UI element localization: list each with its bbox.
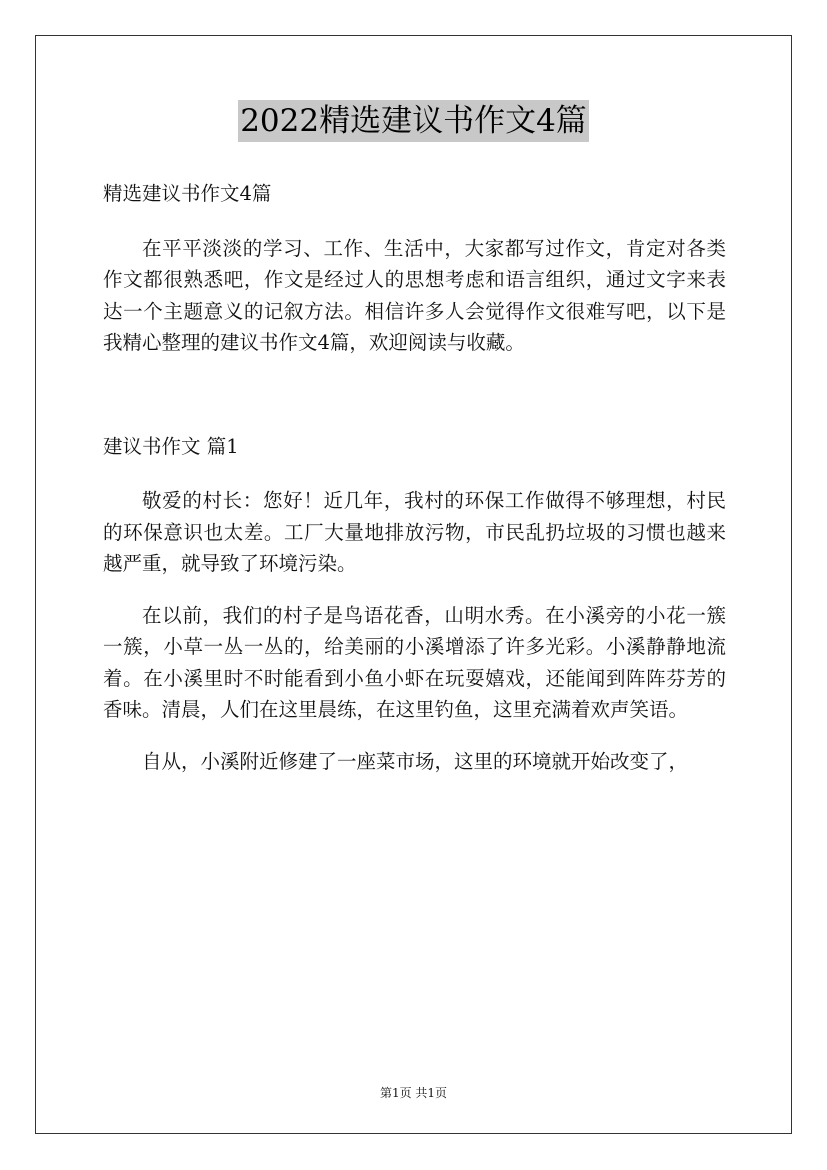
intro-paragraph: 在平平淡淡的学习、工作、生活中，大家都写过作文，肯定对各类作文都很熟悉吧，作文是经过人的思想考虑和语言组织，通过文字来表达一个主题意义的记叙方法。相信许多人会觉得作文很难写吧，以下是我精心整理的建议书作文4篇，欢迎阅读与收藏。 <box>103 236 726 354</box>
document-title: 2022精选建议书作文4篇 <box>238 100 589 142</box>
document-body <box>103 178 726 777</box>
section-paragraph: 自从，小溪附近修建了一座菜市场，这里的环境就开始改变了， <box>142 749 689 773</box>
document-subtitle: 精选建议书作文4篇 <box>103 182 272 205</box>
title-container <box>0 100 827 142</box>
section-heading: 建议书作文 篇1 <box>103 434 239 458</box>
page-footer: 第1页 共1页 <box>379 1086 448 1100</box>
section-paragraph: 敬爱的村长：您好！近几年，我村的环保工作做得不够理想，村民的环保意识也太差。工厂大量地排放污物，市民乱扔垃圾的习惯也越来越严重，就导致了环境污染。 <box>103 489 726 575</box>
section-paragraph: 在以前，我们的村子是鸟语花香，山明水秀。在小溪旁的小花一簇一簇，小草一丛一丛的，给美丽的小溪增添了许多光彩。小溪静静地流着。在小溪里时不时能看到小鱼小虾在玩耍嬉戏，还能闻到阵阵芬芳的香味。清晨，人们在这里晨练，在这里钓鱼，这里充满着欢声笑语。 <box>103 603 726 721</box>
